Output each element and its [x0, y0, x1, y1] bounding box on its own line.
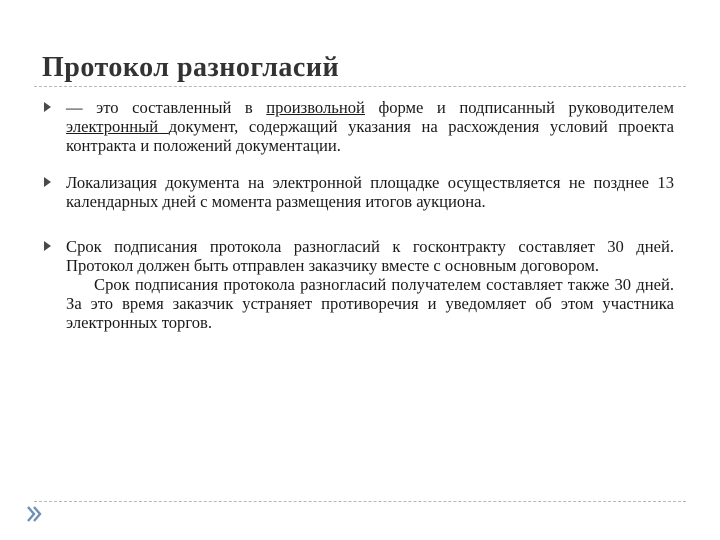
footer-divider	[34, 501, 686, 502]
triangle-right-icon	[44, 241, 51, 251]
bullet-item-localization	[42, 173, 674, 211]
title-divider	[34, 86, 686, 87]
triangle-right-icon	[44, 177, 51, 187]
bullet-text-suffix: документ, содержащий указания на расхождения условий проекта контракта и положений документации.	[66, 117, 674, 155]
bullet-item-signing-term	[42, 237, 674, 332]
bullet-text-continuation: Срок подписания протокола разногласий получателем составляет также 30 дней. За это время заказчик устраняет противоречия и уведомляет об этом участника электронных торгов.	[66, 275, 674, 332]
bullet-item-definition	[42, 98, 674, 155]
bullet-text: Срок подписания протокола разногласий к госконтракту составляет 30 дней. Протокол должен быть отправлен заказчику вместе с основным договором.	[66, 237, 674, 275]
slide-title: Протокол разногласий	[42, 52, 340, 83]
slide-content	[42, 98, 674, 350]
underlined-word-electronic: электронный	[66, 117, 169, 136]
bullet-text-middle: форме и подписанный руководителем	[364, 98, 674, 117]
bullet-text: Локализация документа на электронной площадке осуществляется не позднее 13 календарных дней с момента размещения итогов аукциона.	[66, 173, 674, 211]
bullet-text	[66, 98, 674, 155]
triangle-right-icon	[44, 102, 51, 112]
underlined-word-arbitrary: произвольной	[266, 98, 365, 117]
double-chevron-icon	[24, 504, 44, 524]
bullet-text-prefix: — это составленный в	[66, 98, 267, 117]
